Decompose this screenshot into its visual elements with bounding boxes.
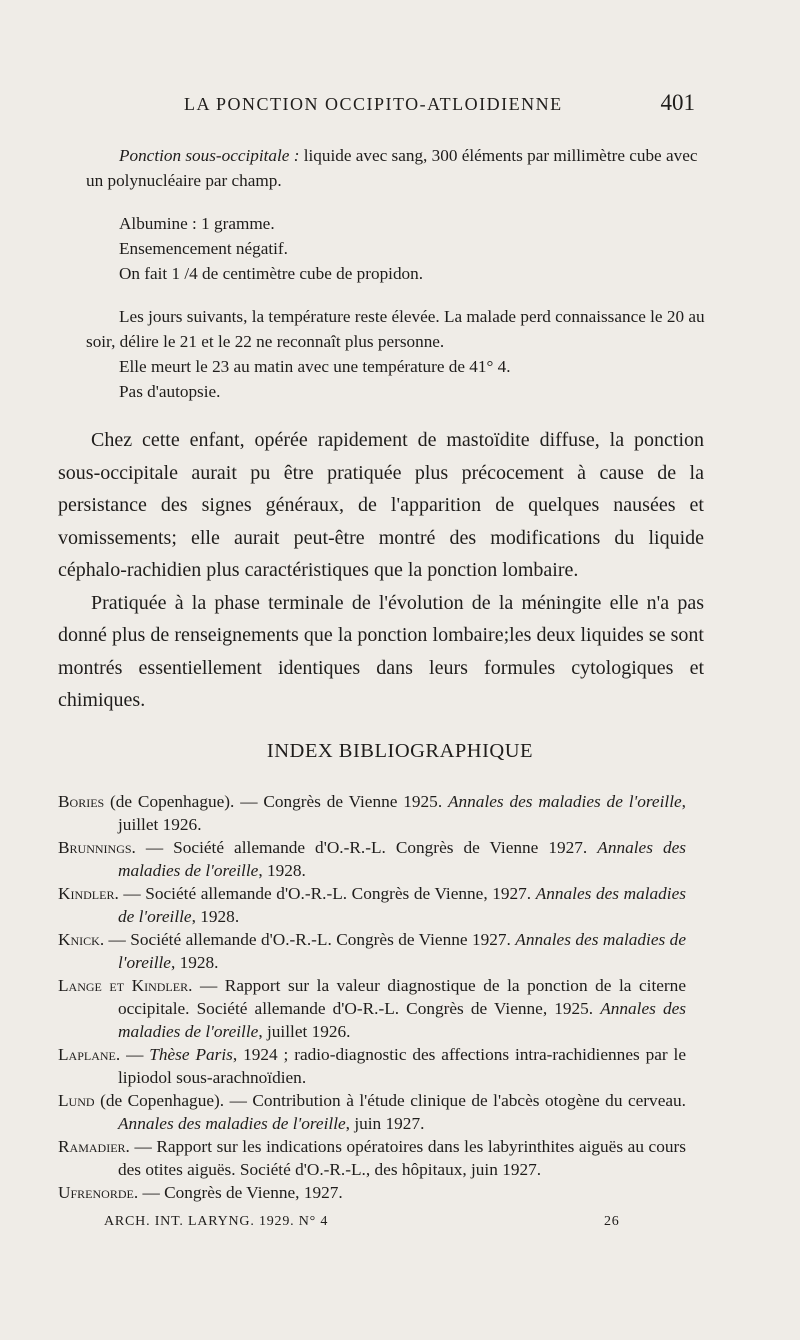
entry-author: Bories	[58, 792, 105, 811]
death-line: Elle meurt le 23 au matin avec une température de 41° 4.	[119, 357, 511, 376]
puncture-text: liquide avec sang, 300 éléments par millimètre cube avec un polynucléaire par champ.	[86, 146, 698, 190]
entry-author: Ramadier	[58, 1137, 126, 1156]
bibliography-entry: Knick. — Société allemande d'O.-R.-L. Congrès de Vienne 1927. Annales des maladies de l'oreille, 1928.	[58, 930, 686, 972]
bibliography-entry: Lund (de Copenhague). — Contribution à l'étude clinique de l'abcès otogène du cerveau. Annales des maladies de l'oreille, juin 1927.	[58, 1091, 686, 1133]
entry-author: Kindler	[58, 884, 115, 903]
bibliography-entry: Ufrenorde. — Congrès de Vienne, 1927.	[58, 1183, 343, 1202]
course-paragraph: Les jours suivants, la température reste élevée. La malade perd connaissance le 20 au soir, délire le 21 et le 22 ne reconnaît plus personne.	[86, 307, 705, 351]
entry-author: Ufrenorde	[58, 1183, 134, 1202]
entry-author: Brunnings	[58, 838, 132, 857]
culture-line: Ensemencement négatif.	[119, 239, 288, 258]
discussion-paragraph-2: Pratiquée à la phase terminale de l'évolution de la méningite elle n'a pas donné plus de renseignements que la ponction lombaire;les deux liquides se sont montrés essentiellement identiques dans leurs formules cytologiques et chimiques.	[58, 591, 704, 711]
signature-mark: 26	[604, 1214, 620, 1229]
puncture-label: Ponction sous-occipitale :	[119, 146, 300, 165]
bibliography-entry: Lange et Kindler. — Rapport sur la valeur diagnostique de la ponction de la citerne occipitale. Société allemande d'O-R.-L. Congrès de Vienne, 1925. Annales des maladies de l'oreille, juillet 1926.	[58, 976, 687, 1041]
page-number: 401	[660, 90, 695, 115]
bibliography-entry: Brunnings. — Société allemande d'O.-R.-L. Congrès de Vienne 1927. Annales des maladies de l'oreille, 1928.	[58, 838, 686, 880]
bibliography-entry: Ramadier. — Rapport sur les indications opératoires dans les labyrinthites aiguës au cours des otites aiguës. Société d'O.-R.-L., des hôpitaux, juin 1927.	[58, 1137, 686, 1179]
page-footer	[0, 1214, 800, 1238]
entry-author: Lange et Kindler	[58, 976, 189, 995]
entry-author: Laplane	[58, 1045, 116, 1064]
discussion-paragraph-1: Chez cette enfant, opérée rapidement de mastoïdite diffuse, la ponction sous-occipitale aurait pu être pratiquée plus précocement à cause de la persistance des signes généraux, de l'apparition de quelques nausées et vomissements; elle aurait peut-être montré des modifications du liquide céphalo-rachidien plus caractéristiques que la ponction lombaire.	[58, 429, 704, 581]
entry-author: Knick	[58, 930, 100, 949]
running-title: LA PONCTION OCCIPITO-ATLOIDIENNE	[184, 94, 563, 114]
bibliography-list	[58, 790, 686, 1204]
case-notes	[86, 143, 712, 404]
bibliography-entry: Bories (de Copenhague). — Congrès de Vienne 1925. Annales des maladies de l'oreille, juillet 1926.	[58, 792, 686, 834]
bibliography-entry: Kindler. — Société allemande d'O.-R.-L. Congrès de Vienne, 1927. Annales des maladies de l'oreille, 1928.	[58, 884, 686, 926]
discussion	[58, 424, 704, 717]
entry-author: Lund	[58, 1091, 95, 1110]
treatment-line: On fait 1 /4 de centimètre cube de propidon.	[119, 264, 424, 283]
albumin-line: Albumine : 1 gramme.	[119, 214, 275, 233]
puncture-result	[86, 143, 712, 193]
journal-reference: ARCH. INT. LARYNG. 1929. N° 4	[104, 1214, 329, 1229]
index-title: INDEX BIBLIOGRAPHIQUE	[266, 740, 534, 762]
autopsy-line: Pas d'autopsie.	[119, 382, 221, 401]
bibliography-entry: Laplane. — Thèse Paris, 1924 ; radio-diagnostic des affections intra-rachidiennes par le lipiodol sous-arachnoïdien.	[58, 1045, 686, 1087]
page-header	[0, 90, 800, 124]
